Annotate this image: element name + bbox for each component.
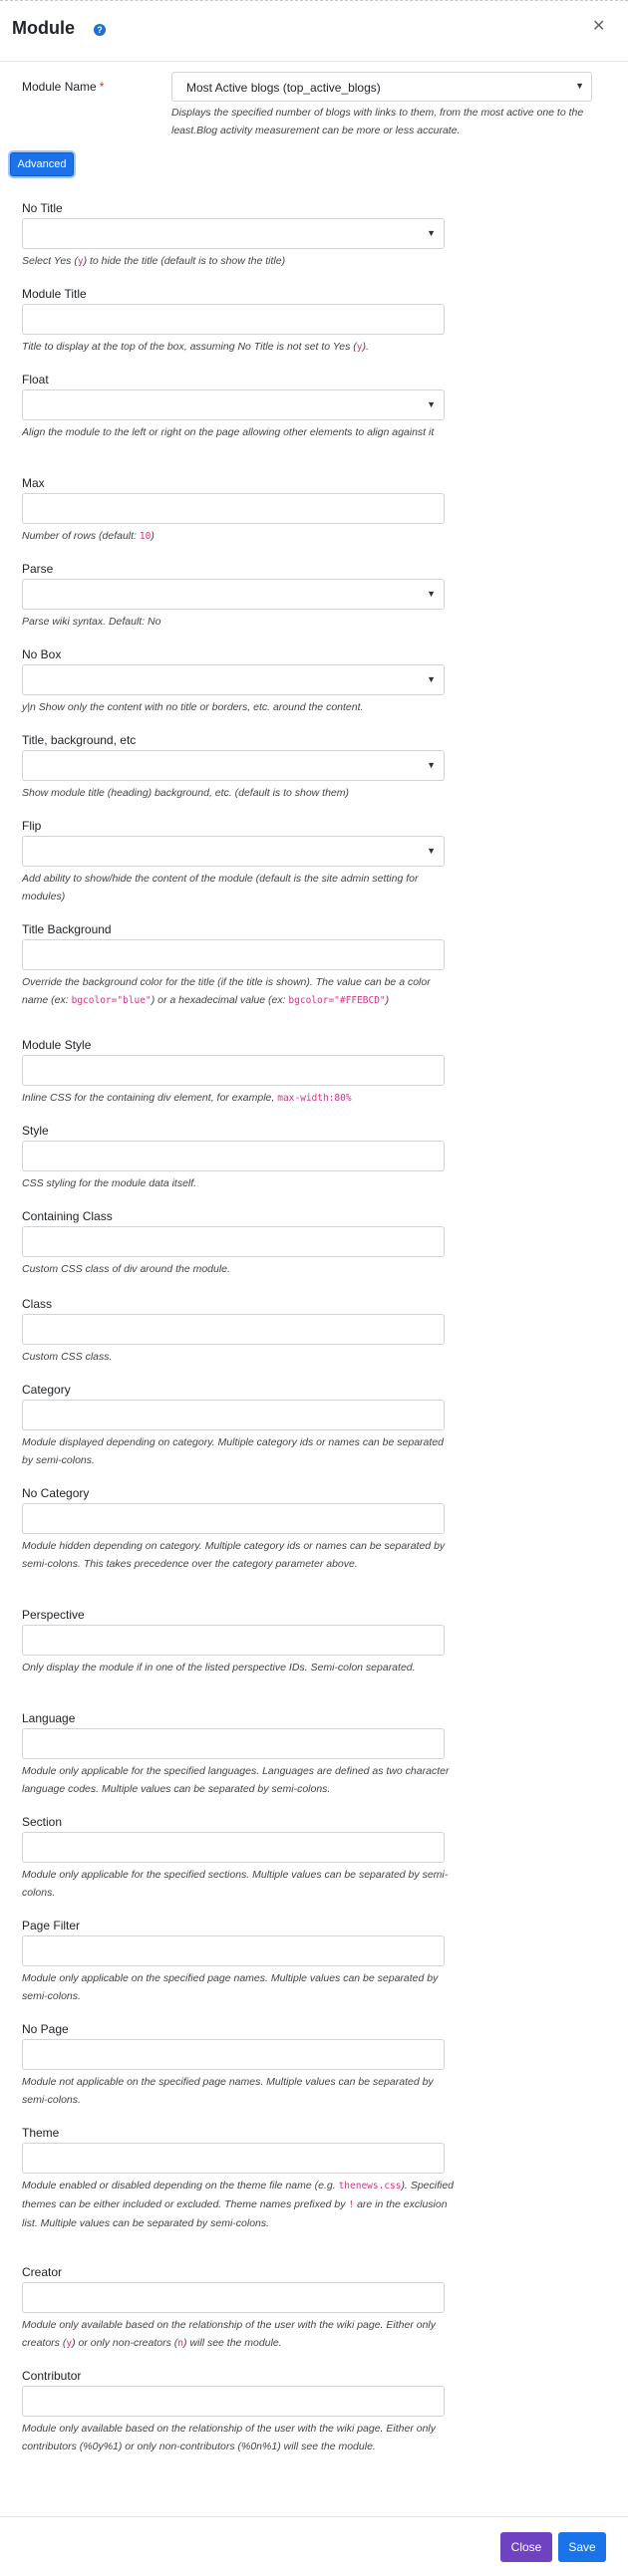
class-label: Class bbox=[22, 1297, 53, 1311]
perspective-label: Perspective bbox=[22, 1608, 85, 1622]
help-text: Custom CSS class. bbox=[22, 1351, 113, 1363]
perspective-input[interactable] bbox=[22, 1625, 445, 1656]
float-select[interactable] bbox=[22, 389, 445, 420]
modal-header bbox=[0, 0, 628, 62]
page-filter-label: Page Filter bbox=[22, 1919, 81, 1932]
title-background-label: Title Background bbox=[22, 922, 112, 936]
help-text: ) to hide the title (default is to show the title) bbox=[83, 255, 286, 267]
modal-footer bbox=[0, 2516, 628, 2576]
module-style-label: Module Style bbox=[22, 1038, 92, 1052]
chevron-down-icon: ▼ bbox=[575, 81, 584, 91]
float-help bbox=[22, 423, 457, 441]
module-style-help bbox=[22, 1089, 457, 1108]
module-title-input[interactable] bbox=[22, 304, 445, 335]
help-text: ) bbox=[151, 530, 155, 542]
containing-class-help bbox=[22, 1260, 457, 1278]
help-text: Number of rows (default: bbox=[22, 530, 140, 542]
help-text: ). Specified themes can be either included or excluded. Theme names prefixed by bbox=[22, 2180, 455, 2210]
advanced-button[interactable]: Advanced bbox=[10, 152, 74, 176]
flip-select[interactable] bbox=[22, 836, 445, 867]
max-input[interactable] bbox=[22, 493, 445, 524]
no-box-label: No Box bbox=[22, 647, 62, 661]
category-input[interactable] bbox=[22, 1400, 445, 1430]
help-text: CSS styling for the module data itself. bbox=[22, 1177, 197, 1189]
containing-class-input[interactable] bbox=[22, 1226, 445, 1257]
style-help bbox=[22, 1174, 457, 1192]
no-category-input[interactable] bbox=[22, 1503, 445, 1534]
close-button[interactable]: Close bbox=[500, 2532, 552, 2562]
help-text: ) will see the module. bbox=[183, 2337, 282, 2349]
help-text: Module only applicable on the specified page names. Multiple values can be separated by semi-colons. bbox=[22, 1972, 439, 2002]
theme-input[interactable] bbox=[22, 2143, 445, 2174]
help-text: Only display the module if in one of the listed perspective IDs. Semi-colon separated. bbox=[22, 1662, 416, 1674]
help-text: Module only available based on the relationship of the user with the wiki page. Either only creators ( bbox=[22, 2319, 437, 2349]
module-name-label bbox=[22, 80, 104, 94]
theme-help bbox=[22, 2177, 457, 2232]
section-label: Section bbox=[22, 1815, 63, 1829]
chevron-down-icon: ▼ bbox=[427, 760, 436, 770]
max-label: Max bbox=[22, 476, 45, 490]
help-text: Module not applicable on the specified page names. Multiple values can be separated by semi-colons. bbox=[22, 2076, 434, 2106]
help-text: Module displayed depending on category. Multiple category ids or names can be separated by semi-colons. bbox=[22, 1436, 444, 1466]
flip-help bbox=[22, 870, 457, 905]
class-help bbox=[22, 1348, 457, 1366]
no-page-help bbox=[22, 2073, 457, 2109]
float-label: Float bbox=[22, 373, 49, 386]
theme-label: Theme bbox=[22, 2126, 60, 2140]
save-button[interactable]: Save bbox=[558, 2532, 606, 2562]
no-box-help bbox=[22, 698, 457, 716]
no-page-label: No Page bbox=[22, 2022, 69, 2036]
contributor-input[interactable] bbox=[22, 2386, 445, 2417]
module-title-label: Module Title bbox=[22, 287, 87, 301]
help-code: ! bbox=[348, 2199, 355, 2210]
help-text: y|n Show only the content with no title or borders, etc. around the content. bbox=[22, 701, 364, 713]
help-text: Title to display at the top of the box, assuming No Title is not set to Yes ( bbox=[22, 341, 357, 353]
help-text: Module only applicable for the specified languages. Languages are defined as two character language codes. Multiple values can be separated by semi-colons. bbox=[22, 1765, 450, 1795]
style-input[interactable] bbox=[22, 1141, 445, 1171]
help-text: Show module title (heading) background, etc. (default is to show them) bbox=[22, 787, 350, 799]
contributor-label: Contributor bbox=[22, 2369, 82, 2383]
help-text: Custom CSS class of div around the module. bbox=[22, 1263, 230, 1275]
max-help bbox=[22, 527, 457, 546]
category-help bbox=[22, 1433, 457, 1469]
language-input[interactable] bbox=[22, 1728, 445, 1759]
perspective-help bbox=[22, 1659, 457, 1676]
title-background-etc-select[interactable] bbox=[22, 750, 445, 781]
help-text: Module only applicable for the specified sections. Multiple values can be separated by semi-colons. bbox=[22, 1869, 449, 1899]
module-title-help bbox=[22, 338, 457, 357]
style-label: Style bbox=[22, 1124, 49, 1138]
module-name-select[interactable] bbox=[171, 72, 592, 102]
help-code: y bbox=[356, 342, 363, 353]
language-label: Language bbox=[22, 1711, 76, 1725]
no-title-select[interactable] bbox=[22, 218, 445, 249]
help-text: Module enabled or disabled depending on the theme file name (e.g. bbox=[22, 2180, 339, 2191]
parse-select[interactable] bbox=[22, 579, 445, 610]
title-background-help bbox=[22, 973, 457, 1010]
module-name-help: Displays the specified number of blogs with links to them, from the most active one to the least.Blog activity measurement can be more or less accurate. bbox=[171, 107, 584, 136]
no-title-help bbox=[22, 252, 457, 271]
help-code: thenews.css bbox=[338, 2181, 402, 2191]
category-label: Category bbox=[22, 1383, 71, 1397]
help-code: 10 bbox=[139, 531, 152, 542]
help-text: Inline CSS for the containing div element, for example, bbox=[22, 1092, 278, 1104]
help-text: Add ability to show/hide the content of the module (default is the site admin setting for modules) bbox=[22, 873, 419, 902]
section-help bbox=[22, 1866, 457, 1902]
no-box-select[interactable] bbox=[22, 664, 445, 695]
required-mark: * bbox=[99, 80, 105, 94]
module-name-value: Most Active blogs (top_active_blogs) bbox=[186, 81, 381, 95]
class-input[interactable] bbox=[22, 1314, 445, 1345]
help-code: max-width:80% bbox=[277, 1093, 352, 1104]
help-text: Override the background color for the title (if the title is shown). The value can be a color name (ex: bbox=[22, 976, 431, 1006]
title-background-etc-label: Title, background, etc bbox=[22, 733, 137, 747]
containing-class-label: Containing Class bbox=[22, 1209, 113, 1223]
help-text: Module only available based on the relationship of the user with the wiki page. Either only contributors (%0y%1) or only non-contributors (%0n%1) will see the module. bbox=[22, 2423, 437, 2452]
no-title-label: No Title bbox=[22, 201, 63, 215]
help-text: are in the exclusion list. Multiple values can be separated by semi-colons. bbox=[22, 2198, 448, 2229]
page-filter-input[interactable] bbox=[22, 1935, 445, 1966]
parse-label: Parse bbox=[22, 562, 54, 576]
creator-input[interactable] bbox=[22, 2282, 445, 2313]
modal-title: Module bbox=[12, 18, 75, 38]
help-code: y bbox=[77, 256, 84, 267]
creator-label: Creator bbox=[22, 2265, 63, 2279]
parse-help bbox=[22, 613, 457, 631]
contributor-help bbox=[22, 2420, 457, 2455]
chevron-down-icon: ▼ bbox=[427, 846, 436, 856]
title-background-etc-help bbox=[22, 784, 457, 802]
flip-label: Flip bbox=[22, 819, 42, 833]
help-text: ). bbox=[362, 341, 369, 353]
module-name-label-text: Module Name bbox=[22, 80, 97, 94]
no-page-input[interactable] bbox=[22, 2039, 445, 2070]
help-text: ) bbox=[385, 994, 390, 1006]
chevron-down-icon: ▼ bbox=[427, 589, 436, 599]
help-code: n bbox=[177, 2338, 184, 2349]
help-code: bgcolor="blue" bbox=[71, 995, 152, 1006]
chevron-down-icon: ▼ bbox=[427, 228, 436, 238]
close-icon[interactable]: ✕ bbox=[592, 18, 606, 35]
help-code: y bbox=[66, 2338, 73, 2349]
title-background-input[interactable] bbox=[22, 939, 445, 970]
help-text: Align the module to the left or right on the page allowing other elements to align against it bbox=[22, 426, 435, 438]
help-text: ) or a hexadecimal value (ex: bbox=[151, 994, 289, 1006]
no-category-label: No Category bbox=[22, 1486, 90, 1500]
module-style-input[interactable] bbox=[22, 1055, 445, 1086]
language-help bbox=[22, 1762, 457, 1798]
section-input[interactable] bbox=[22, 1832, 445, 1863]
help-code: bgcolor="#FFEBCD" bbox=[288, 995, 386, 1006]
page-filter-help bbox=[22, 1969, 457, 2005]
creator-help bbox=[22, 2316, 457, 2353]
help-text: Select Yes ( bbox=[22, 255, 78, 267]
chevron-down-icon: ▼ bbox=[427, 674, 436, 684]
chevron-down-icon: ▼ bbox=[427, 399, 436, 409]
help-text: Parse wiki syntax. Default: No bbox=[22, 616, 161, 628]
help-text: ) or only non-creators ( bbox=[72, 2337, 178, 2349]
no-category-help bbox=[22, 1537, 457, 1573]
help-text: Module hidden depending on category. Multiple category ids or names can be separated by semi-colons. This takes precedence over the category parameter above. bbox=[22, 1540, 446, 1570]
question-circle-icon[interactable]: ? bbox=[94, 24, 106, 36]
